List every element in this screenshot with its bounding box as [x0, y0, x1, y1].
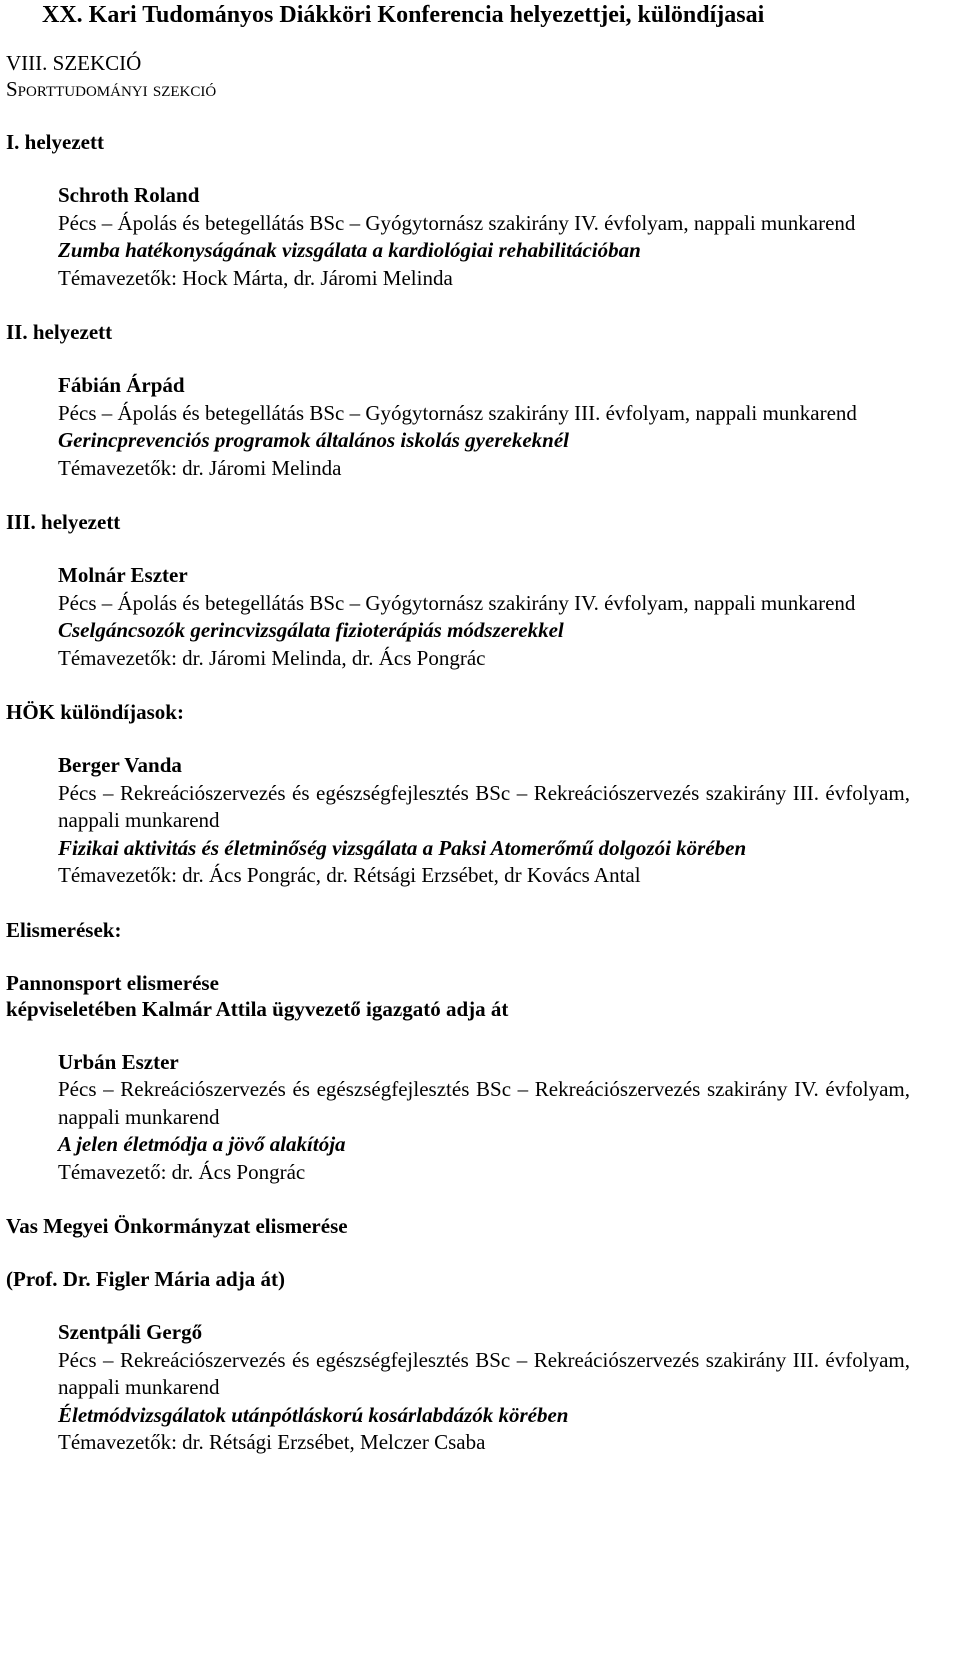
supervisors: Témavezetők: dr. Rétsági Erzsébet, Melczer Csaba	[58, 1430, 486, 1454]
thesis-title: A jelen életmódja a jövő alakítója	[58, 1132, 346, 1156]
thesis-title: Cselgáncsozók gerincvizsgálata fizioterápiás módszerekkel	[58, 618, 564, 642]
supervisors: Témavezetők: Hock Márta, dr. Járomi Melinda	[58, 265, 453, 290]
award-subtitle: (Prof. Dr. Figler Mária adja át)	[6, 1267, 285, 1291]
place-entry	[58, 372, 910, 482]
vas-entry	[58, 1319, 910, 1457]
place-label: I. helyezett	[6, 130, 104, 154]
student-name: Schroth Roland	[58, 183, 200, 207]
hok-label: HÖK különdíjasok:	[6, 700, 184, 724]
supervisors: Témavezetők: dr. Járomi Melinda, dr. Ács Pongrác	[58, 645, 486, 670]
program: Pécs – Rekreációszervezés és egészségfejlesztés BSc – Rekreációszervezés szakirány IV. évfolyam, nappali munkarend	[58, 1077, 910, 1129]
thesis-title: Fizikai aktivitás és életminőség vizsgálata a Paksi Atomerőmű dolgozói körében	[58, 835, 747, 860]
supervisors: Témavezetők: dr. Ács Pongrác, dr. Rétsági Erzsébet, dr Kovács Antal	[58, 863, 641, 887]
place-label: III. helyezett	[6, 510, 121, 534]
place-entry	[58, 562, 910, 672]
student-name: Szentpáli Gergő	[58, 1320, 203, 1344]
document-title: XX. Kari Tudományos Diákköri Konferencia helyezettjei, különdíjasai	[42, 2, 765, 28]
award-subtitle: képviseletében Kalmár Attila ügyvezető igazgató adja át	[6, 996, 509, 1021]
student-name: Urbán Eszter	[58, 1049, 179, 1074]
pannonsport-entry	[58, 1049, 910, 1187]
hok-entry	[58, 752, 910, 890]
program: Pécs – Rekreációszervezés és egészségfejlesztés BSc – Rekreációszervezés szakirány III. évfolyam, nappali munkarend	[58, 780, 910, 832]
program: Pécs – Ápolás és betegellátás BSc – Gyógytornász szakirány III. évfolyam, nappali munkarend	[58, 400, 857, 425]
place-label: II. helyezett	[6, 320, 113, 344]
section-number: VIII. SZEKCIÓ	[6, 51, 142, 75]
program: Pécs – Ápolás és betegellátás BSc – Gyógytornász szakirány IV. évfolyam, nappali munkarend	[58, 590, 856, 615]
student-name: Molnár Eszter	[58, 563, 188, 587]
student-name: Berger Vanda	[58, 753, 182, 777]
student-name: Fábián Árpád	[58, 373, 185, 397]
program: Pécs – Rekreációszervezés és egészségfejlesztés BSc – Rekreációszervezés szakirány III. évfolyam, nappali munkarend	[58, 1347, 910, 1399]
award-title: Vas Megyei Önkormányzat elismerése	[6, 1214, 348, 1238]
recognitions-label: Elismerések:	[6, 917, 122, 942]
thesis-title: Életmódvizsgálatok utánpótláskorú kosárlabdázók körében	[58, 1402, 569, 1427]
document-page	[6, 0, 910, 1457]
supervisors: Témavezető: dr. Ács Pongrác	[58, 1159, 306, 1184]
section-name: Sporttudományi szekció	[6, 77, 217, 101]
award-title: Pannonsport elismerése	[6, 970, 219, 995]
thesis-title: Zumba hatékonyságának vizsgálata a kardiológiai rehabilitációban	[58, 238, 641, 262]
program: Pécs – Ápolás és betegellátás BSc – Gyógytornász szakirány IV. évfolyam, nappali munkarend	[58, 210, 856, 235]
supervisors: Témavezetők: dr. Járomi Melinda	[58, 455, 342, 480]
place-entry	[58, 182, 910, 292]
thesis-title: Gerincprevenciós programok általános iskolás gyerekeknél	[58, 428, 569, 452]
